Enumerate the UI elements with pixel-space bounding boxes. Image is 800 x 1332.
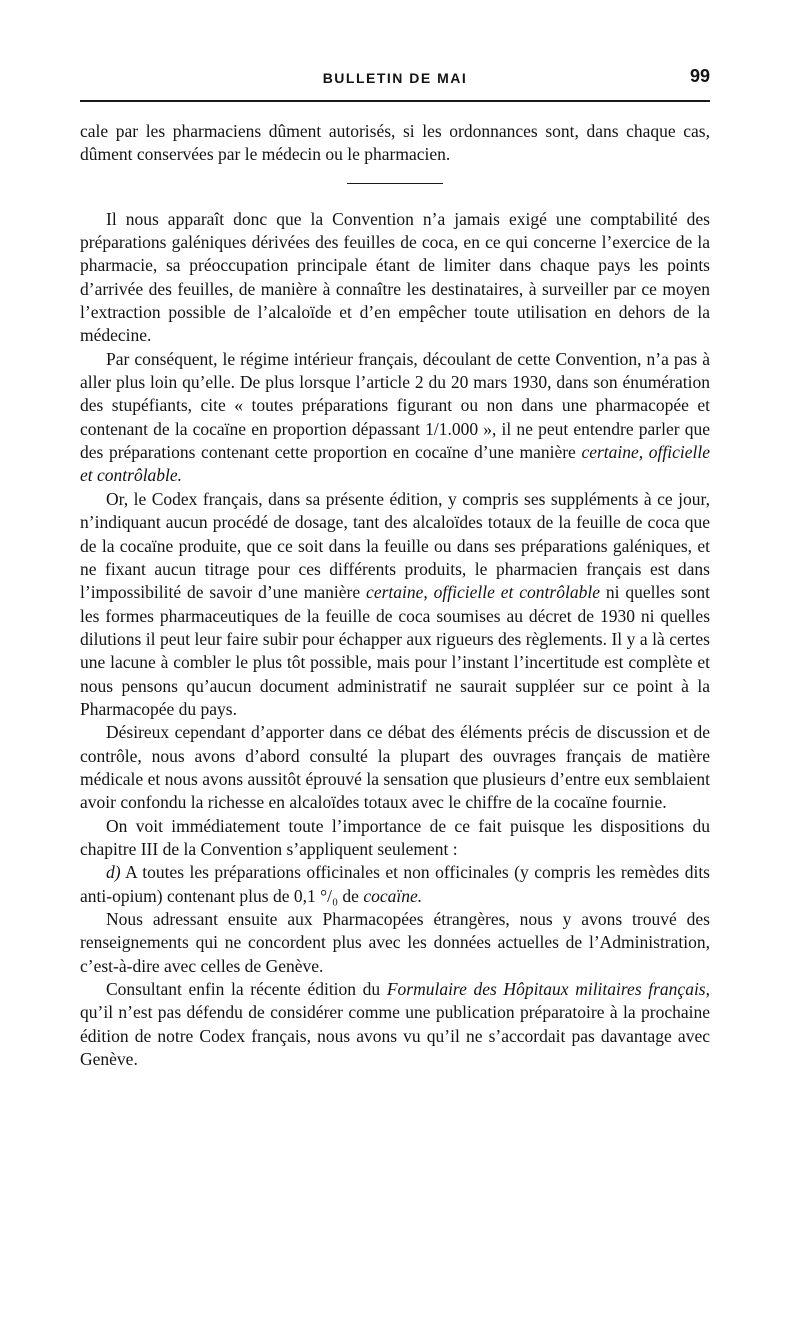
- body-text: [80, 120, 710, 1071]
- emphasis-text: certaine, officielle et contrôlable: [366, 582, 600, 603]
- running-head: [80, 64, 710, 94]
- page-number: 99: [689, 66, 710, 86]
- paragraph: [80, 348, 710, 488]
- paragraph-text: Or, le Codex français, dans sa présente édition, y compris ses suppléments à ce jour, n’indiquant aucun procédé de dosage, tant des alcaloïdes totaux de la feuille de coca que de la cocaïne produite, que ce soit dans la feuille ou dans ses préparations galéniques, et ne fixant aucun titrage pour ces différents produits, le pharmacien français est dans l’impossibilité de savoir d’une manière: [80, 488, 710, 603]
- list-label: d): [106, 862, 121, 883]
- paragraph: [80, 488, 710, 721]
- paragraph-text: Par conséquent, le régime intérieur français, découlant de cette Convention, n’a pas à aller plus loin qu’elle. De plus lorsque l’article 2 du 20 mars 1930, dans son énumération des stupéfiants, cite « toutes préparations figurant ou non dans une pharmacopée et contenant de la cocaïne en proportion dépassant 1/1.000 », il ne peut entendre parler que des préparations contenant cette proportion en cocaïne d’une manière: [80, 348, 710, 463]
- running-title: BULLETIN DE MAI: [322, 70, 468, 86]
- paragraph: Nous adressant ensuite aux Pharmacopées étrangères, nous y avons trouvé des renseignements qui ne concordent plus avec les données actuelles de l’Administration, c’est-à-dire avec celles de Genève.: [80, 909, 710, 976]
- paragraph: On voit immédiatement toute l’importance de ce fait puisque les dispositions du chapitre III de la Convention s’appliquent seulement :: [80, 815, 710, 859]
- paragraph: Désireux cependant d’apporter dans ce débat des éléments précis de discussion et de contrôle, nous avons d’abord consulté la plupart des ouvrages français de matière médicale et nous avons aussitôt éprouvé la sensation que plusieurs d’entre eux semblaient avoir confondu la richesse en alcaloïdes totaux avec le chiffre de la cocaïne fournie.: [80, 722, 710, 813]
- section-divider: [347, 183, 443, 184]
- paragraph-text: , qu’il n’est pas défendu de considérer comme une publication préparatoire à la prochaine édition de notre Codex français, nous avons vu qu’il ne s’accordait pas davantage avec Genève.: [80, 979, 710, 1070]
- paragraph-text: A toutes les préparations officinales et non officinales (y compris les remèdes dits anti-opium) contenant plus de 0,1 °/₀ de: [80, 862, 710, 906]
- paragraph: [80, 978, 710, 1071]
- paragraph-text: Consultant enfin la récente édition du: [106, 979, 387, 1000]
- paragraph-text: ni quelles sont les formes pharmaceutiques de la feuille de coca soumises au décret de 1930 ni quelles dilutions il peut leur faire subir pour échapper aux rigueurs des règlements. Il y a là certes une lacune à combler le plus tôt possible, mais pour l’instant l’incertitude est complète et nous pensons qu’aucun document administratif ne saurait suppléer sur ce point à la Pharmacopée du pays.: [80, 582, 710, 719]
- emphasis-text: Formulaire des Hôpitaux militaires français: [386, 979, 706, 1000]
- emphasis-text: certaine, officielle et contrôlable.: [80, 442, 711, 486]
- paragraph: Il nous apparaît donc que la Convention n’a jamais exigé une comptabilité des préparations galéniques dérivées des feuilles de coca, en ce qui concerne l’exercice de la pharmacie, sa préoccupation principale étant de limiter dans chaque pays les points d’arrivée des feuilles, de manière à connaître les destinataires, à surveiller par ce moyen l’extraction possible de l’alcaloïde et d’en empêcher toute utilisation en dehors de la médecine.: [80, 208, 710, 346]
- paragraph-continuation: cale par les pharmaciens dûment autorisés, si les ordonnances sont, dans chaque cas, dûment conservées par le médecin ou le pharmacien.: [80, 121, 710, 165]
- header-rule: [80, 100, 710, 102]
- paragraph: [80, 861, 710, 908]
- emphasis-text: cocaïne.: [363, 885, 423, 906]
